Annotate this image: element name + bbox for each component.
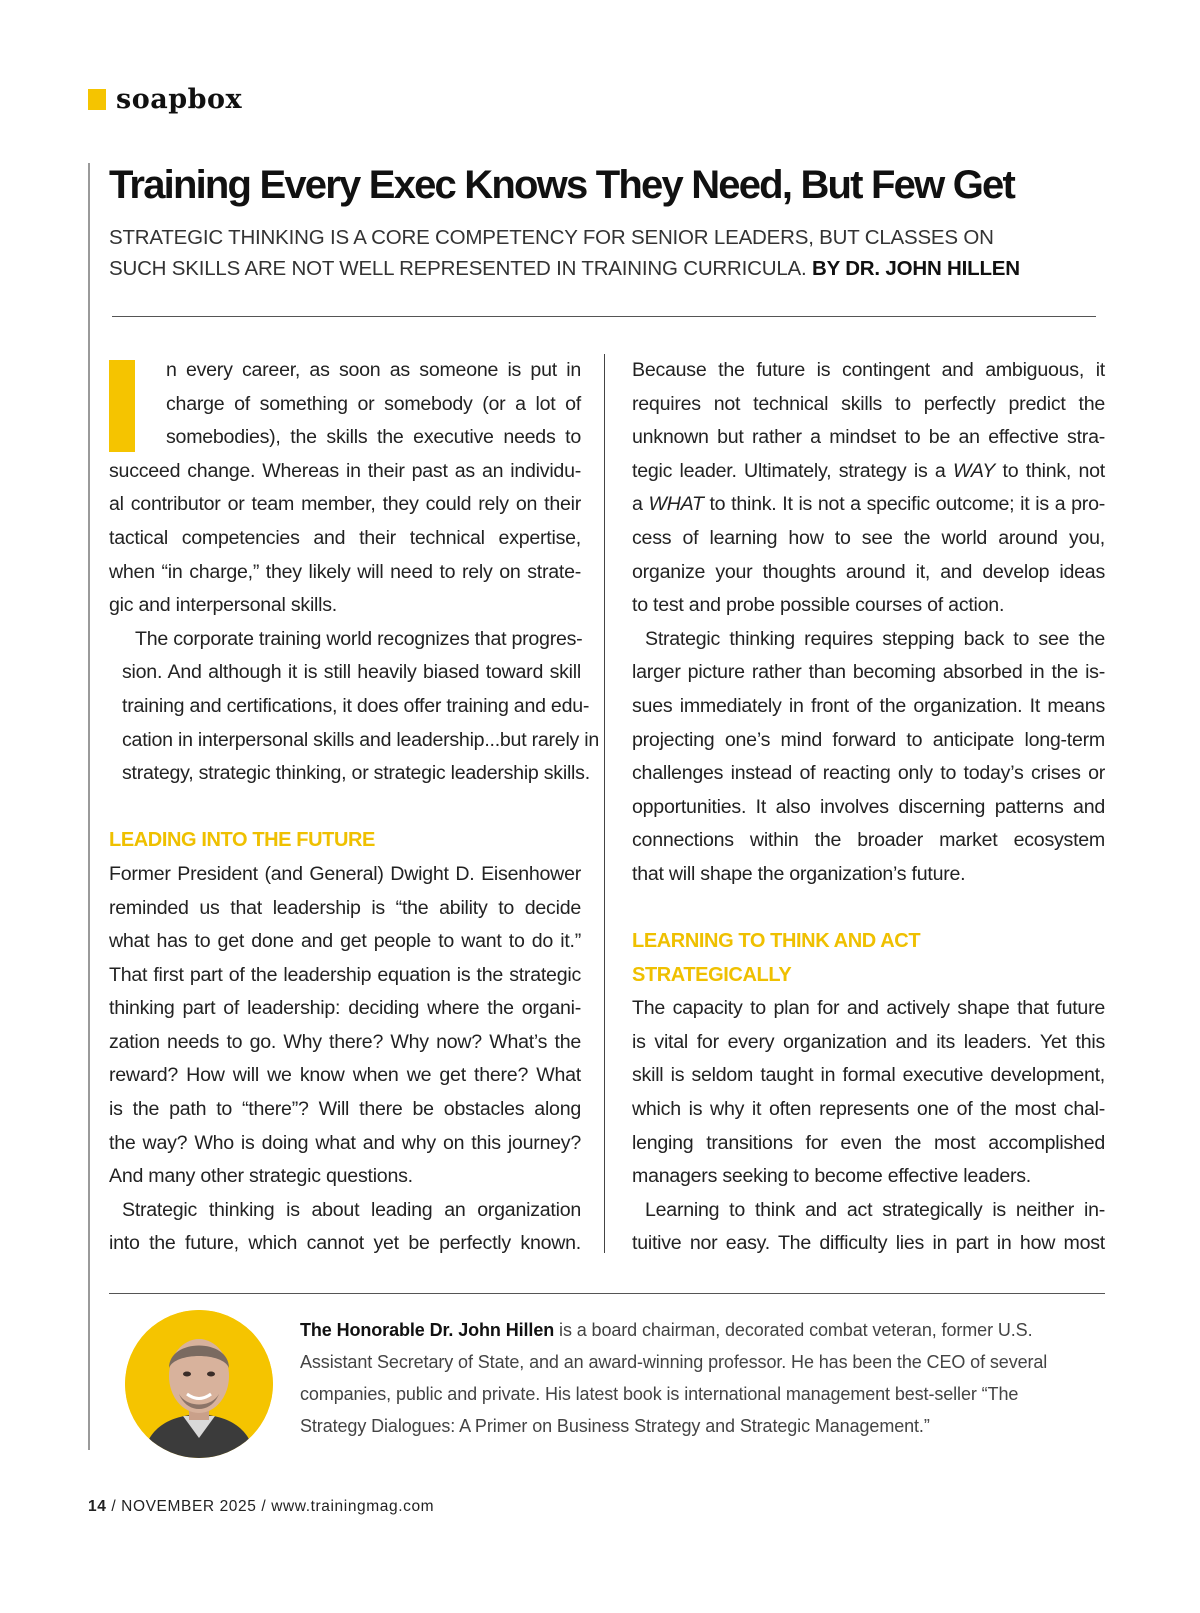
author-photo xyxy=(125,1310,273,1458)
text-line: sues immediately in front of the organization. It means xyxy=(632,694,1105,717)
text-line: larger picture rather than becoming absorbed in the is- xyxy=(632,661,1105,684)
bio-author-name: The Honorable Dr. John Hillen xyxy=(300,1320,555,1340)
text-line: the way? Who is doing what and why on this journey? xyxy=(109,1131,581,1154)
text-line: to test and probe possible courses of action. xyxy=(632,594,1005,617)
footer-issue-and-url: / NOVEMBER 2025 / www.trainingmag.com xyxy=(106,1498,435,1515)
text-line: skill is seldom taught in formal executive development, xyxy=(632,1064,1105,1087)
page-number: 14 xyxy=(88,1498,107,1515)
bio-line-2: Assistant Secretary of State, and an award-winning professor. He has been the CEO of several xyxy=(300,1352,1048,1372)
paragraph-left-2 xyxy=(109,623,600,791)
page-footer xyxy=(88,1498,434,1516)
text-run: tegic leader. Ultimately, strategy is a xyxy=(632,459,953,482)
paragraph-right-3 xyxy=(632,992,1105,1194)
paragraph-left-3 xyxy=(109,858,581,1194)
author-bio xyxy=(300,1314,1110,1442)
subhead-line-1: LEARNING TO THINK AND ACT xyxy=(632,930,921,953)
section-tag-label: soapbox xyxy=(116,84,243,115)
text-line: The capacity to plan for and actively shape that future xyxy=(632,997,1105,1020)
text-line: succeed change. Whereas in their past as an individu- xyxy=(109,459,581,482)
text-line: al contributor or team member, they could rely on their xyxy=(109,493,581,516)
text-line: challenges instead of reacting only to today’s crises or xyxy=(632,762,1105,785)
text-line xyxy=(632,455,1105,489)
text-line: lenging transitions for even the most accomplished xyxy=(632,1131,1105,1154)
text-line: And many other strategic questions. xyxy=(109,1165,413,1188)
bio-line-4: Strategy Dialogues: A Primer on Business Strategy and Strategic Management.” xyxy=(300,1416,930,1436)
bio-line-3: companies, public and private. His latest book is international management best-seller “The xyxy=(300,1384,1019,1404)
bio-line-1 xyxy=(300,1314,1110,1346)
article-column-right xyxy=(632,354,1105,1261)
text-line: what has to get done and get people to want to do it.” xyxy=(109,930,581,953)
text-line: is vital for every organization and its leaders. Yet this xyxy=(632,1030,1105,1053)
text-line: That first part of the leadership equation is the strategic xyxy=(109,963,581,986)
text-line: Because the future is contingent and ambiguous, it xyxy=(632,359,1105,381)
text-line: Learning to think and act strategically is neither in- xyxy=(645,1198,1105,1221)
author-portrait-icon xyxy=(125,1310,273,1458)
text-line xyxy=(632,488,1105,522)
section-tag xyxy=(88,84,242,115)
text-line: training and certifications, it does offer training and edu- xyxy=(122,694,590,717)
paragraph-right-4 xyxy=(632,1194,1105,1261)
text-line: tactical competencies and their technical expertise, xyxy=(109,526,581,549)
text-line: gic and interpersonal skills. xyxy=(109,594,337,617)
text-line: Strategic thinking requires stepping back to see the xyxy=(645,627,1105,650)
text-line: Strategic thinking is about leading an organization xyxy=(122,1198,581,1221)
text-line: reward? How will we know when we get there? What xyxy=(109,1064,581,1087)
subhead-leading-into-the-future: LEADING INTO THE FUTURE xyxy=(109,829,375,852)
deck-line-2-text: SUCH SKILLS ARE NOT WELL REPRESENTED IN TRAINING CURRICULA. xyxy=(109,257,812,280)
column-divider xyxy=(604,354,605,1253)
text-line: requires not technical skills to perfectly predict the xyxy=(632,392,1105,415)
text-line: The corporate training world recognizes that progres- xyxy=(135,627,583,650)
emphasis-what: WHAT xyxy=(648,493,704,516)
left-vertical-rule xyxy=(88,163,90,1450)
text-run: to think. It is not a specific outcome; it is a pro- xyxy=(703,493,1105,516)
text-line: cation in interpersonal skills and leadership...but rarely in xyxy=(122,728,600,751)
deck-line-1: STRATEGIC THINKING IS A CORE COMPETENCY FOR SENIOR LEADERS, BUT CLASSES ON xyxy=(109,226,994,249)
text-line: organize your thoughts around it, and develop ideas xyxy=(632,560,1105,583)
text-line: which is why it often represents one of the most chal- xyxy=(632,1098,1105,1121)
article-byline: BY DR. JOHN HILLEN xyxy=(812,257,1020,280)
header-divider xyxy=(112,316,1096,317)
text-line: sion. And although it is still heavily biased toward skill xyxy=(122,661,581,684)
paragraph-left-4 xyxy=(109,1194,581,1261)
text-line: into the future, which cannot yet be perfectly known. xyxy=(109,1232,581,1255)
text-line: projecting one’s mind forward to anticipate long-term xyxy=(632,728,1105,751)
bio-divider xyxy=(109,1293,1105,1294)
article-deck xyxy=(109,222,1119,284)
text-line: charge of something or somebody (or a lot of xyxy=(166,392,581,415)
paragraph-right-2 xyxy=(632,623,1105,892)
emphasis-way: WAY xyxy=(953,459,996,482)
subhead-line-2: STRATEGICALLY xyxy=(632,963,792,986)
text-line: unknown but rather a mindset to be an effective stra- xyxy=(632,426,1105,449)
paragraph-left-1 xyxy=(109,354,581,623)
text-line: zation needs to go. Why there? Why now? What’s the xyxy=(109,1030,581,1053)
text-line: connections within the broader market ecosystem xyxy=(632,829,1105,852)
text-line: opportunities. It also involves discerning patterns and xyxy=(632,795,1105,818)
text-run: to think, not xyxy=(995,459,1106,482)
text-line: Former President (and General) Dwight D. Eisenhower xyxy=(109,862,581,885)
text-line: strategy, strategic thinking, or strategic leadership skills. xyxy=(122,762,590,785)
text-run: a xyxy=(632,493,649,516)
bio-line-1-rest: is a board chairman, decorated combat veteran, former U.S. xyxy=(554,1320,1033,1340)
article-headline: Training Every Exec Knows They Need, But Few Get xyxy=(109,163,1014,207)
text-line: thinking part of leadership: deciding where the organi- xyxy=(109,997,581,1020)
text-line: tuitive nor easy. The difficulty lies in part in how most xyxy=(632,1232,1105,1255)
text-line: that will shape the organization’s future. xyxy=(632,862,966,885)
text-line: managers seeking to become effective leaders. xyxy=(632,1165,1032,1188)
subhead-learning-to-think xyxy=(632,925,1105,992)
article-column-left xyxy=(109,354,600,1261)
text-line: reminded us that leadership is “the ability to decide xyxy=(109,896,581,919)
text-line: cess of learning how to see the world around you, xyxy=(632,526,1105,549)
text-line: when “in charge,” they likely will need to rely on strate- xyxy=(109,560,581,583)
deck-line-2 xyxy=(109,253,1119,284)
text-line: somebodies), the skills the executive needs to xyxy=(166,426,581,449)
text-line: n every career, as soon as someone is put in xyxy=(166,359,581,381)
text-line: is the path to “there”? Will there be obstacles along xyxy=(109,1098,581,1121)
paragraph-right-1 xyxy=(632,354,1105,623)
section-tag-square xyxy=(88,89,106,110)
